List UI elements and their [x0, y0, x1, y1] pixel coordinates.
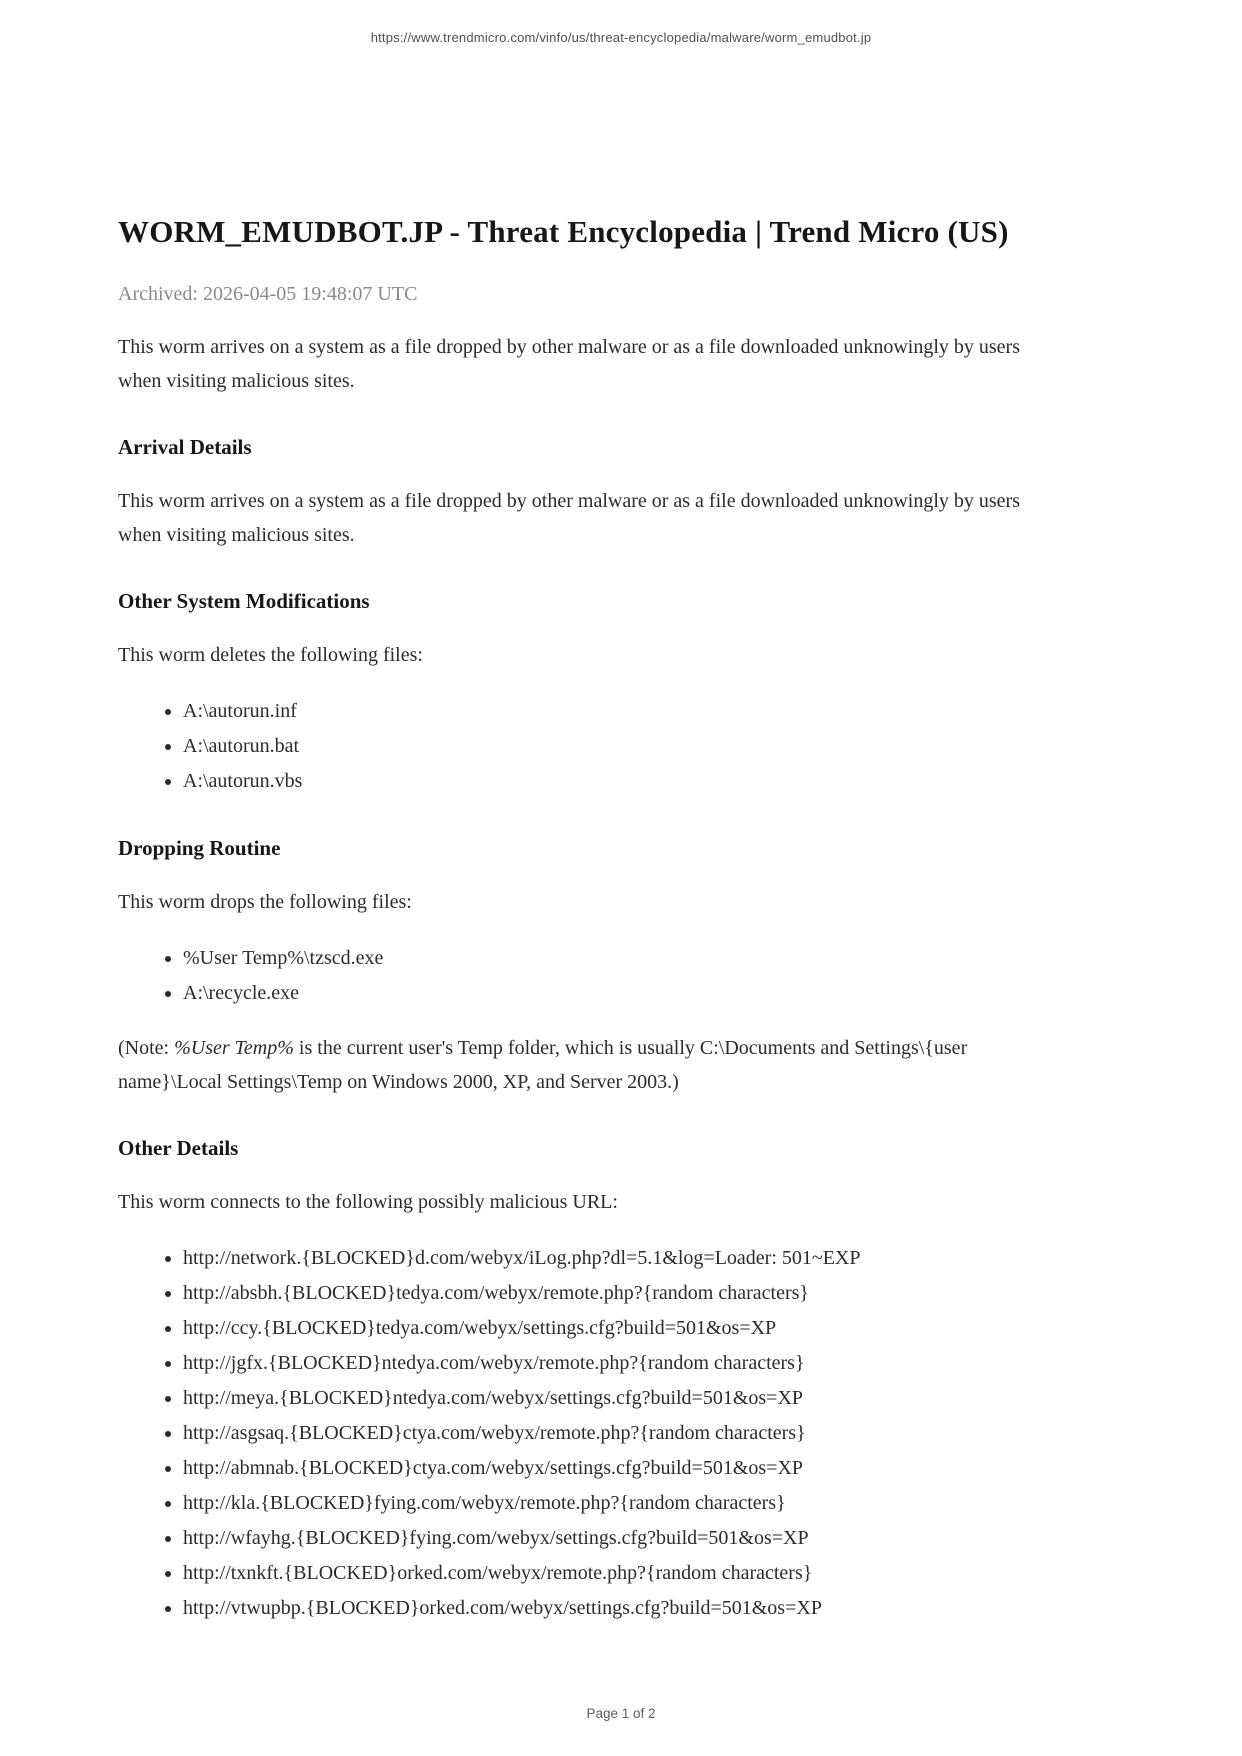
archived-timestamp: Archived: 2026-04-05 19:48:07 UTC [118, 283, 418, 305]
note-italic-term: %User Temp% [174, 1037, 294, 1059]
section-heading-other-details: Other Details [118, 1136, 239, 1160]
arrival-details-paragraph: This worm arrives on a system as a file dropped by other malware or as a file downloaded unknowingly by users when visiting malicious sites. [118, 490, 1020, 546]
note-prefix: (Note: [118, 1037, 175, 1059]
deleted-file-item: • A:\autorun.inf [183, 694, 1053, 729]
section-heading-dropping-routine: Dropping Routine [118, 836, 281, 860]
deleted-files-paragraph: This worm deletes the following files: [118, 644, 423, 666]
malicious-url-item: • http://meya.{BLOCKED}ntedya.com/webyx/settings.cfg?build=501&os=XP [183, 1381, 1053, 1416]
note-suffix: is the current user's Temp folder, which is usually C:\Documents and Settings\{user name}\Local Settings\Temp on Windows 2000, XP, and Server 2003.) [118, 1037, 968, 1093]
malicious-urls-list [118, 1241, 1053, 1626]
print-header-url: https://www.trendmicro.com/vinfo/us/threat-encyclopedia/malware/worm_emudbot.jp [370, 30, 872, 45]
article [118, 0, 1053, 1626]
malicious-url-item: • http://kla.{BLOCKED}fying.com/webyx/remote.php?{random characters} [183, 1486, 1053, 1521]
malicious-url-item: • http://abmnab.{BLOCKED}ctya.com/webyx/settings.cfg?build=501&os=XP [183, 1451, 1053, 1486]
intro-paragraph: This worm arrives on a system as a file dropped by other malware or as a file downloaded unknowingly by users when visiting malicious sites. [118, 336, 1020, 392]
page-number: Page 1 of 2 [586, 1706, 656, 1721]
note-paragraph [118, 1031, 1053, 1099]
page-title: WORM_EMUDBOT.JP - Threat Encyclopedia | Trend Micro (US) [118, 214, 1009, 249]
section-heading-other-system-modifications: Other System Modifications [118, 589, 370, 613]
dropped-files-paragraph: This worm drops the following files: [118, 891, 412, 913]
deleted-file-item: • A:\autorun.vbs [183, 764, 1053, 799]
dropped-file-item: • %User Temp%\tzscd.exe [183, 941, 1053, 976]
malicious-url-item: • http://ccy.{BLOCKED}tedya.com/webyx/settings.cfg?build=501&os=XP [183, 1311, 1053, 1346]
malicious-url-item: • http://jgfx.{BLOCKED}ntedya.com/webyx/remote.php?{random characters} [183, 1346, 1053, 1381]
malicious-url-item: • http://asgsaq.{BLOCKED}ctya.com/webyx/remote.php?{random characters} [183, 1416, 1053, 1451]
malicious-url-item: • http://network.{BLOCKED}d.com/webyx/iLog.php?dl=5.1&log=Loader: 501~EXP [183, 1241, 1053, 1276]
deleted-file-item: • A:\autorun.bat [183, 729, 1053, 764]
malicious-url-item: • http://vtwupbp.{BLOCKED}orked.com/webyx/settings.cfg?build=501&os=XP [183, 1591, 1053, 1626]
dropped-files-list [118, 941, 1053, 1011]
malicious-url-item: • http://wfayhg.{BLOCKED}fying.com/webyx/settings.cfg?build=501&os=XP [183, 1521, 1053, 1556]
dropped-file-item: • A:\recycle.exe [183, 976, 1053, 1011]
section-heading-arrival-details: Arrival Details [118, 435, 252, 459]
malicious-url-paragraph: This worm connects to the following possibly malicious URL: [118, 1191, 618, 1213]
deleted-files-list [118, 694, 1053, 799]
malicious-url-item: • http://absbh.{BLOCKED}tedya.com/webyx/remote.php?{random characters} [183, 1276, 1053, 1311]
malicious-url-item: • http://txnkft.{BLOCKED}orked.com/webyx/remote.php?{random characters} [183, 1556, 1053, 1591]
